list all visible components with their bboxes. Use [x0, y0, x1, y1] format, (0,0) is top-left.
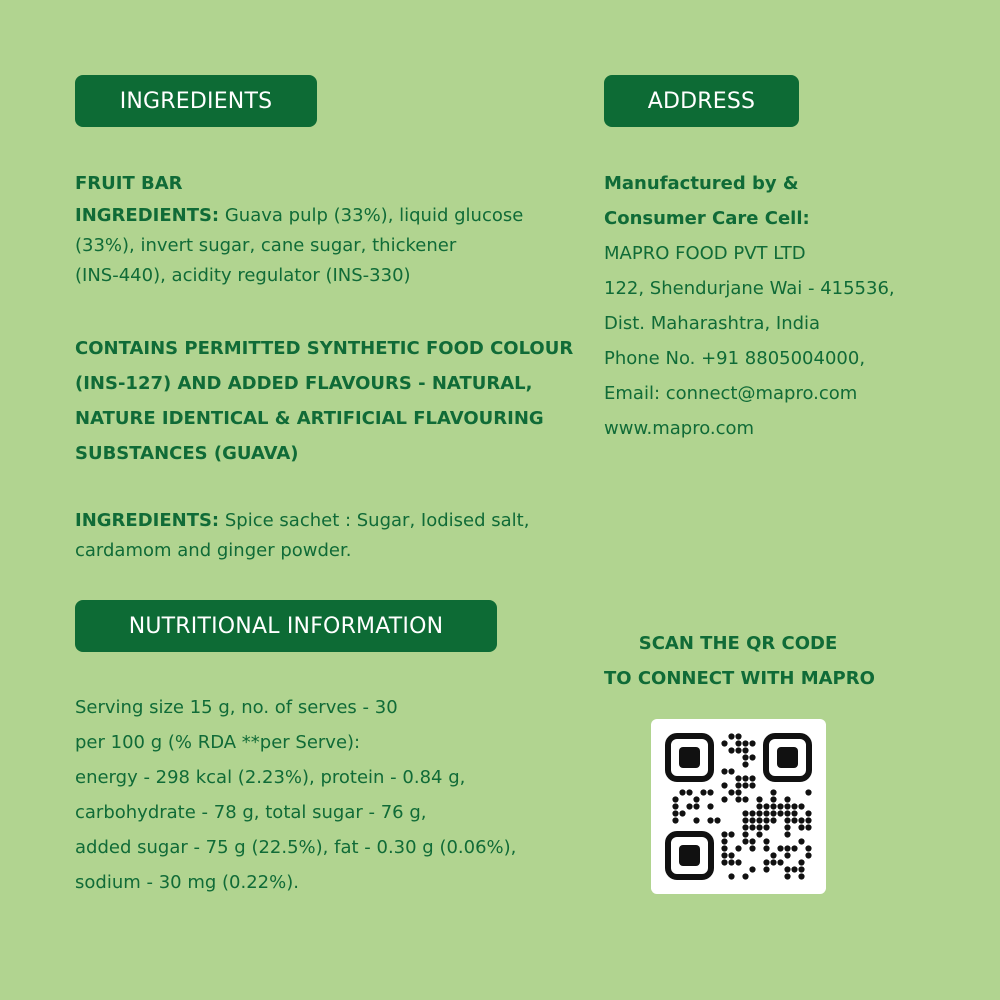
qr-module-88 — [798, 838, 804, 844]
qr-module-5 — [749, 740, 755, 746]
qr-module-45 — [784, 803, 790, 809]
qr-module-73 — [749, 824, 755, 830]
qr-module-37 — [672, 803, 678, 809]
colour-line-3: NATURE IDENTICAL & ARTIFICIAL FLAVOURING — [75, 408, 544, 429]
qr-module-27 — [770, 789, 776, 795]
fruit-bar-title: FRUIT BAR — [75, 173, 183, 194]
qr-module-117 — [798, 873, 804, 879]
address-phone: Phone No. +91 8805004000, — [604, 348, 866, 369]
qr-module-80 — [728, 831, 734, 837]
spice-text-1: Spice sachet : Sugar, Iodised salt, — [219, 510, 530, 531]
nutrition-details — [75, 690, 516, 900]
qr-module-12 — [721, 768, 727, 774]
spice-line-2: cardamom and ginger powder. — [75, 540, 352, 561]
qr-module-25 — [728, 789, 734, 795]
address-line-1: Manufactured by & — [604, 173, 799, 194]
colour-statement — [75, 331, 573, 471]
nutrition-line-6: sodium - 30 mg (0.22%). — [75, 872, 299, 893]
fruit-bar-line-2: (33%), invert sugar, cane sugar, thickener — [75, 235, 457, 256]
qr-module-69 — [791, 817, 797, 823]
qr-module-53 — [763, 810, 769, 816]
qr-module-50 — [742, 810, 748, 816]
qr-module-54 — [770, 810, 776, 816]
qr-module-20 — [749, 782, 755, 788]
spice-ingredients-label: INGREDIENTS: — [75, 510, 220, 531]
qr-module-41 — [756, 803, 762, 809]
qr-caption-line-2: TO CONNECT WITH MAPRO — [604, 668, 875, 689]
qr-module-75 — [763, 824, 769, 830]
qr-module-24 — [707, 789, 713, 795]
qr-module-36 — [784, 796, 790, 802]
qr-module-63 — [742, 817, 748, 823]
qr-module-17 — [721, 782, 727, 788]
qr-module-76 — [784, 824, 790, 830]
qr-module-113 — [798, 866, 804, 872]
qr-module-95 — [791, 845, 797, 851]
colour-line-2: (INS-127) AND ADDED FLAVOURS - NATURAL, — [75, 373, 533, 394]
qr-module-59 — [672, 817, 678, 823]
fruit-bar-text-1: Guava pulp (33%), liquid glucose — [219, 205, 524, 226]
qr-module-14 — [735, 775, 741, 781]
qr-module-56 — [784, 810, 790, 816]
qr-module-89 — [721, 845, 727, 851]
qr-module-23 — [700, 789, 706, 795]
qr-module-15 — [742, 775, 748, 781]
address-header — [604, 75, 799, 127]
address-company: MAPRO FOOD PVT LTD — [604, 243, 806, 264]
qr-module-115 — [742, 873, 748, 879]
qr-module-13 — [728, 768, 734, 774]
qr-module-11 — [742, 761, 748, 767]
qr-code-card[interactable] — [651, 719, 826, 894]
qr-module-103 — [728, 859, 734, 865]
qr-module-65 — [756, 817, 762, 823]
qr-module-49 — [679, 810, 685, 816]
qr-module-39 — [693, 803, 699, 809]
qr-module-116 — [784, 873, 790, 879]
address-street: 122, Shendurjane Wai - 415536, — [604, 278, 895, 299]
qr-module-107 — [777, 859, 783, 865]
qr-module-90 — [735, 845, 741, 851]
qr-module-72 — [742, 824, 748, 830]
qr-module-71 — [805, 817, 811, 823]
qr-module-85 — [742, 838, 748, 844]
qr-module-44 — [777, 803, 783, 809]
qr-module-99 — [770, 852, 776, 858]
qr-caption-line-1: SCAN THE QR CODE — [638, 633, 838, 654]
qr-module-110 — [763, 866, 769, 872]
fruit-bar-ingredients — [75, 166, 523, 291]
qr-module-40 — [707, 803, 713, 809]
spice-sachet-ingredients — [75, 506, 529, 566]
qr-module-30 — [693, 796, 699, 802]
qr-module-9 — [742, 754, 748, 760]
qr-module-108 — [798, 859, 804, 865]
qr-module-22 — [686, 789, 692, 795]
fruit-bar-line-3: (INS-440), acidity regulator (INS-330) — [75, 265, 411, 286]
ingredients-header-label: INGREDIENTS — [119, 88, 273, 114]
qr-module-97 — [721, 852, 727, 858]
nutrition-line-5: added sugar - 75 g (22.5%), fat - 0.30 g (0.06%), — [75, 837, 517, 858]
qr-module-48 — [672, 810, 678, 816]
qr-module-58 — [805, 810, 811, 816]
qr-module-46 — [791, 803, 797, 809]
qr-module-28 — [805, 789, 811, 795]
qr-module-26 — [735, 789, 741, 795]
qr-module-31 — [721, 796, 727, 802]
qr-module-18 — [735, 782, 741, 788]
qr-module-100 — [784, 852, 790, 858]
qr-module-64 — [749, 817, 755, 823]
qr-module-101 — [805, 852, 811, 858]
qr-module-42 — [763, 803, 769, 809]
nutrition-header-label: NUTRITIONAL INFORMATION — [128, 613, 444, 639]
address-header-label: ADDRESS — [647, 88, 756, 114]
qr-module-93 — [777, 845, 783, 851]
qr-finder-inner-top-right — [777, 747, 798, 768]
qr-module-111 — [784, 866, 790, 872]
colour-line-4: SUBSTANCES (GUAVA) — [75, 443, 299, 464]
colour-line-1: CONTAINS PERMITTED SYNTHETIC FOOD COLOUR — [75, 338, 574, 359]
qr-code-icon[interactable] — [665, 733, 812, 880]
address-district: Dist. Maharashtra, India — [604, 313, 821, 334]
qr-module-92 — [763, 845, 769, 851]
qr-module-38 — [686, 803, 692, 809]
address-website: www.mapro.com — [604, 418, 755, 439]
ingredients-header — [75, 75, 317, 127]
qr-module-87 — [763, 838, 769, 844]
qr-module-83 — [784, 831, 790, 837]
qr-module-47 — [798, 803, 804, 809]
qr-module-2 — [721, 740, 727, 746]
address-line-2: Consumer Care Cell: — [604, 208, 810, 229]
qr-module-4 — [742, 740, 748, 746]
qr-module-55 — [777, 810, 783, 816]
qr-module-6 — [728, 747, 734, 753]
qr-module-112 — [791, 866, 797, 872]
qr-module-114 — [728, 873, 734, 879]
qr-module-35 — [770, 796, 776, 802]
qr-module-10 — [749, 754, 755, 760]
qr-module-102 — [721, 859, 727, 865]
qr-module-94 — [784, 845, 790, 851]
qr-module-82 — [756, 831, 762, 837]
qr-module-86 — [749, 838, 755, 844]
qr-module-105 — [763, 859, 769, 865]
qr-module-7 — [735, 747, 741, 753]
nutrition-line-3: energy - 298 kcal (2.23%), protein - 0.84 g, — [75, 767, 466, 788]
qr-module-91 — [749, 845, 755, 851]
qr-module-62 — [714, 817, 720, 823]
qr-caption — [604, 626, 875, 696]
qr-module-61 — [707, 817, 713, 823]
address-details — [604, 166, 895, 446]
nutrition-header — [75, 600, 497, 652]
qr-module-78 — [805, 824, 811, 830]
qr-module-43 — [770, 803, 776, 809]
qr-module-16 — [749, 775, 755, 781]
qr-module-70 — [798, 817, 804, 823]
qr-module-52 — [756, 810, 762, 816]
qr-module-3 — [735, 740, 741, 746]
qr-module-109 — [749, 866, 755, 872]
qr-module-81 — [742, 831, 748, 837]
qr-module-8 — [742, 747, 748, 753]
qr-module-98 — [728, 852, 734, 858]
qr-finder-inner-bottom-left — [679, 845, 700, 866]
nutrition-line-4: carbohydrate - 78 g, total sugar - 76 g, — [75, 802, 427, 823]
qr-module-106 — [770, 859, 776, 865]
nutrition-line-1: Serving size 15 g, no. of serves - 30 — [75, 697, 398, 718]
qr-module-1 — [735, 733, 741, 739]
qr-module-104 — [735, 859, 741, 865]
qr-module-51 — [749, 810, 755, 816]
qr-module-68 — [784, 817, 790, 823]
spice-line-1 — [75, 506, 529, 536]
qr-module-34 — [756, 796, 762, 802]
qr-module-77 — [798, 824, 804, 830]
fruit-bar-ingredients-label: INGREDIENTS: — [75, 205, 220, 226]
qr-module-29 — [672, 796, 678, 802]
qr-module-79 — [721, 831, 727, 837]
qr-module-66 — [763, 817, 769, 823]
qr-module-96 — [805, 845, 811, 851]
qr-module-19 — [742, 782, 748, 788]
qr-module-33 — [742, 796, 748, 802]
qr-module-21 — [679, 789, 685, 795]
fruit-bar-line-1 — [75, 201, 523, 231]
address-email: Email: connect@mapro.com — [604, 383, 858, 404]
qr-finder-inner-top-left — [679, 747, 700, 768]
qr-module-57 — [791, 810, 797, 816]
qr-module-32 — [735, 796, 741, 802]
qr-module-74 — [756, 824, 762, 830]
qr-module-84 — [721, 838, 727, 844]
qr-module-67 — [770, 817, 776, 823]
nutrition-line-2: per 100 g (% RDA **per Serve): — [75, 732, 361, 753]
qr-module-0 — [728, 733, 734, 739]
qr-module-60 — [693, 817, 699, 823]
